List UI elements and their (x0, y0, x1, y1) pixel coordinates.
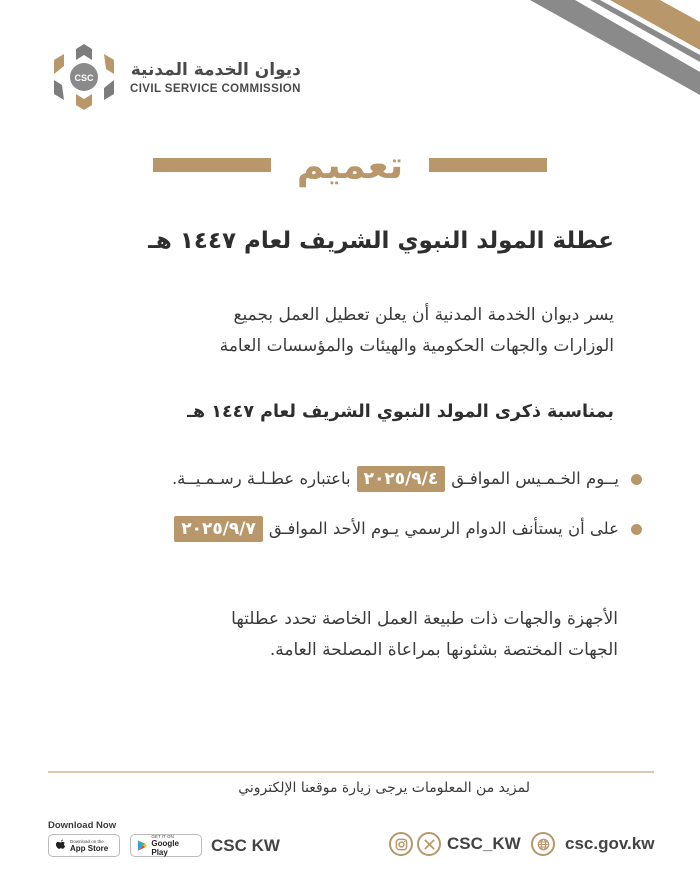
bullet-1-before: يــوم الخـمـيس الموافـق (451, 469, 619, 488)
social-handle[interactable]: CSC_KW (447, 834, 521, 853)
intro-paragraph (54, 300, 614, 362)
instagram-icon[interactable] (389, 832, 413, 856)
bullet-dot (631, 524, 642, 535)
holiday-date-chip: ٢٠٢٥/٩/٤ (357, 466, 446, 492)
footer-divider (48, 771, 654, 773)
app-name: CSC KW (211, 836, 280, 855)
x-icon[interactable] (417, 832, 441, 856)
google-play-text: Google Play (151, 839, 179, 857)
more-info-text: لمزيد من المعلومات يرجى زيارة موقعنا الإلكتروني (238, 780, 530, 796)
logo (44, 40, 301, 114)
intro-line-2: الوزارات والجهات الحكومية والهيئات والمؤسسات العامة (219, 336, 614, 356)
download-now-label: Download Now (48, 820, 117, 831)
page-heading: تعميم (296, 143, 404, 187)
bullet-1-after: باعتباره عطـلـة رسـمـيــة. (171, 469, 351, 488)
google-play-icon (137, 839, 147, 852)
corner-decoration (490, 0, 700, 120)
bullet-resume-date (42, 513, 642, 545)
holiday-title: عطلة المولد النبوي الشريف لعام ١٤٤٧ هـ (148, 228, 614, 254)
social-links (389, 832, 521, 856)
csc-logo-icon (44, 40, 124, 114)
special-entities-note (58, 604, 618, 666)
google-play-badge[interactable] (130, 834, 202, 857)
resume-date-chip: ٢٠٢٥/٩/٧ (174, 516, 263, 542)
heading-bar-left (153, 158, 271, 172)
bullet-holiday-date (42, 463, 642, 495)
org-name-english: CIVIL SERVICE COMMISSION (130, 82, 301, 95)
logo-badge: CSC (74, 73, 94, 83)
google-play-small-text: GET IT ON (151, 834, 174, 839)
intro-line-1: يسر ديوان الخدمة المدنية أن يعلن تعطيل العمل بجميع (233, 305, 614, 325)
app-store-badge[interactable] (48, 834, 120, 857)
note-line-1: الأجهزة والجهات ذات طبيعة العمل الخاصة تحدد عطلتها (231, 609, 618, 629)
app-store-small-text: Download on the (70, 838, 104, 844)
heading-bar-right (429, 158, 547, 172)
note-line-2: الجهات المختصة بشئونها بمراعاة المصلحة العامة. (269, 640, 618, 660)
heading-row (0, 140, 700, 190)
occasion-line: بمناسبة ذكرى المولد النبوي الشريف لعام ١٤٤٧ هـ (187, 402, 614, 422)
org-name-arabic: ديوان الخدمة المدنية (130, 59, 301, 80)
globe-icon (531, 832, 555, 856)
apple-icon (55, 839, 66, 852)
bullet-dot (631, 474, 642, 485)
website-link[interactable] (531, 832, 654, 856)
website-url[interactable]: csc.gov.kw (565, 834, 655, 853)
app-store-text: App Store (70, 843, 109, 853)
bullet-2-before: على أن يستأنف الدوام الرسمي يـوم الأحد الموافـق (268, 519, 619, 538)
